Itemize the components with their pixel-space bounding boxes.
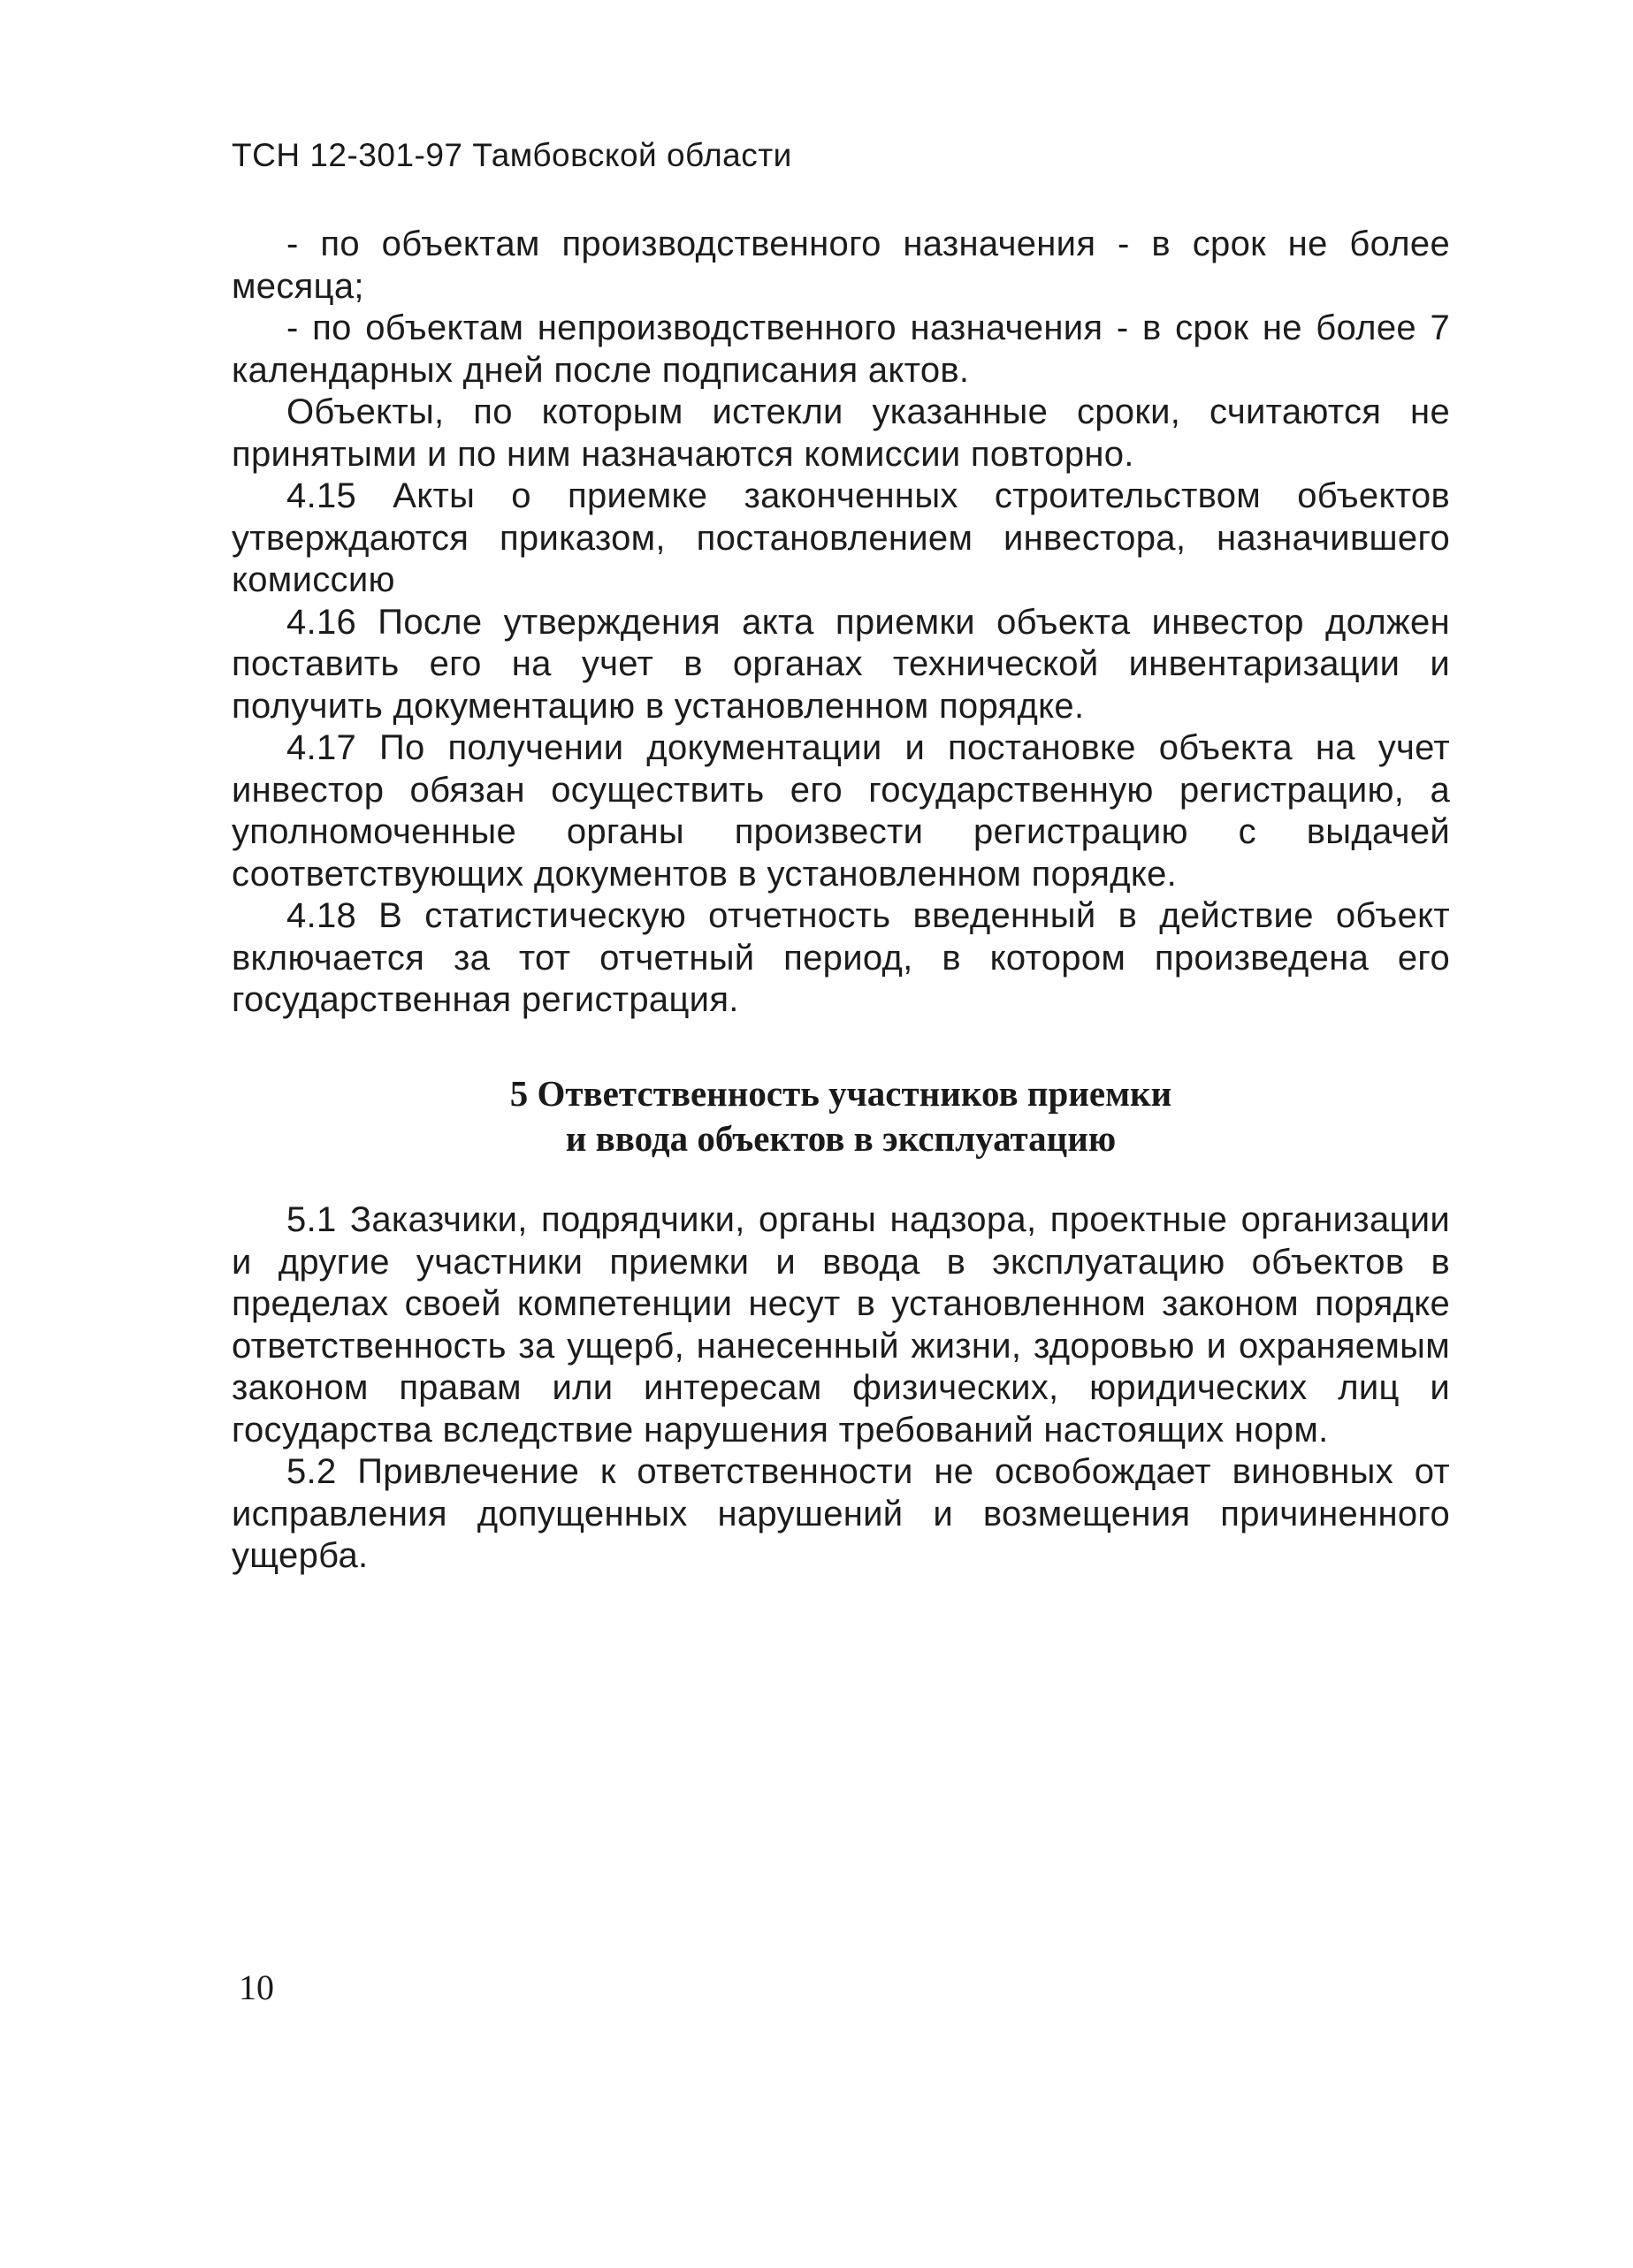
paragraph: - по объектам производственного назначения - в срок не более месяца;: [232, 225, 1450, 306]
page-number: 10: [239, 1967, 274, 2007]
body-text-section5: [232, 1199, 1450, 1578]
section-heading-line: и ввода объектов в эксплуатацию: [565, 1118, 1117, 1159]
paragraph: 5.1 Заказчики, подрядчики, органы надзора, проектные организации и другие участники приемки и ввода в эксплуатацию объектов в пределах своей компетенции несут в установленном законом порядке ответственность за ущерб, нанесенный жизни, здоровью и охраняемым законом правам или интересам физических, юридических лиц и государства вследствие нарушения требований настоящих норм.: [232, 1200, 1450, 1450]
paragraph: Объекты, по которым истекли указанные сроки, считаются не принятыми и по ним назначаются комиссии повторно.: [232, 392, 1450, 474]
paragraph: 4.18 В статистическую отчетность введенный в действие объект включается за тот отчетный период, в котором произведена его государственная регистрация.: [232, 896, 1450, 1019]
paragraph: 5.2 Привлечение к ответственности не освобождает виновных от исправления допущенных нарушений и возмещения причиненного ущерба.: [232, 1452, 1450, 1575]
running-header: ТСН 12-301-97 Тамбовской области: [232, 137, 792, 173]
paragraph: 4.16 После утверждения акта приемки объекта инвестор должен поставить его на учет в органах технической инвентаризации и получить документацию в установленном порядке.: [232, 602, 1450, 726]
paragraph: 4.17 По получении документации и постановке объекта на учет инвестор обязан осуществить его государственную регистрацию, а уполномоченные органы произвести регистрацию с выдачей соответствующих документов в установленном порядке.: [232, 728, 1450, 894]
body-text-part1: [232, 224, 1450, 1022]
section-heading-line: 5 Ответственность участников приемки: [509, 1073, 1172, 1114]
section-heading: [232, 1071, 1450, 1161]
paragraph: 4.15 Акты о приемке законченных строительством объектов утверждаются приказом, постановлением инвестора, назначившего комиссию: [232, 476, 1450, 599]
paragraph: - по объектам непроизводственного назначения - в срок не более 7 календарных дней после подписания актов.: [232, 308, 1450, 390]
